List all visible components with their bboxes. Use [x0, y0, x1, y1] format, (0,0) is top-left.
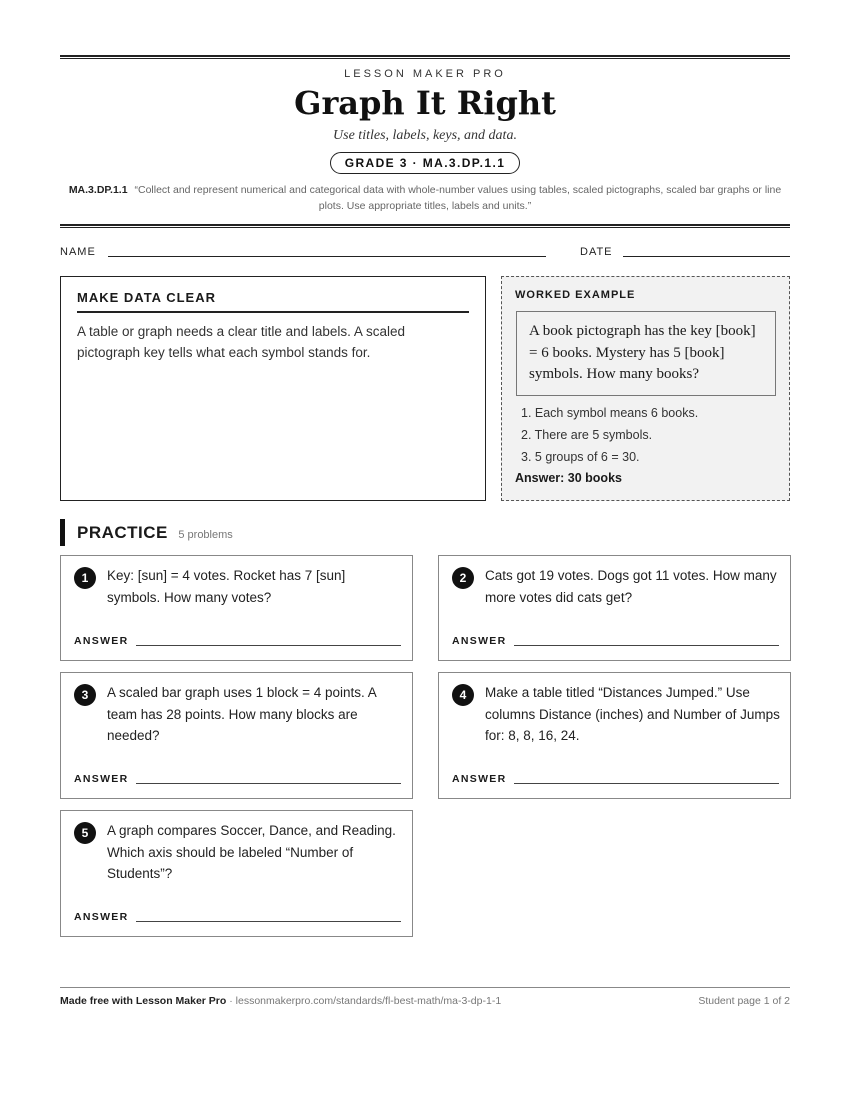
- answer-label: ANSWER: [74, 911, 129, 923]
- problem-text: Key: [sun] = 4 votes. Rocket has 7 [sun] symbols. How many votes?: [107, 568, 346, 605]
- name-label: NAME: [60, 246, 96, 258]
- name-field[interactable]: [108, 256, 546, 257]
- problem-number-badge: 4: [452, 684, 474, 706]
- worked-example-question: A book pictograph has the key [book] = 6 books. Mystery has 5 [book] symbols. How many books?: [516, 311, 776, 396]
- answer-label: ANSWER: [452, 635, 507, 647]
- worked-example-heading: WORKED EXAMPLE: [515, 289, 636, 301]
- practice-problem: [438, 555, 791, 661]
- worksheet-subtitle: Use titles, labels, keys, and data.: [333, 128, 517, 143]
- make-data-clear-box: [60, 276, 486, 501]
- grade-badge-wrap: [60, 152, 790, 174]
- header-bottom-rule: [60, 224, 790, 228]
- problem-number-badge: 3: [74, 684, 96, 706]
- footer: [60, 995, 790, 1007]
- practice-problem: [60, 810, 413, 937]
- problem-number-badge: 1: [74, 567, 96, 589]
- problem-text: Cats got 19 votes. Dogs got 11 votes. How many more votes did cats get?: [485, 568, 777, 605]
- standard-description: [60, 182, 790, 214]
- answer-label: ANSWER: [74, 773, 129, 785]
- standard-code: MA.3.DP.1.1: [68, 184, 128, 196]
- worked-example-box: [501, 276, 790, 501]
- footer-made-with: Made free with Lesson Maker Pro: [60, 995, 227, 1007]
- student-fields: [60, 246, 790, 260]
- answer-field[interactable]: [514, 783, 779, 784]
- date-field[interactable]: [623, 256, 790, 257]
- footer-page-number: Student page 1 of 2: [698, 995, 790, 1007]
- answer-field[interactable]: [136, 921, 401, 922]
- brand-name: LESSON MAKER PRO: [344, 68, 506, 80]
- make-data-clear-text: A table or graph needs a clear title and labels. A scaled pictograph key tells what each symbol stands for.: [77, 324, 405, 360]
- answer-label: ANSWER: [74, 635, 129, 647]
- date-label: DATE: [580, 246, 613, 258]
- problem-number-badge: 5: [74, 822, 96, 844]
- practice-problem: [60, 672, 413, 799]
- practice-heading: PRACTICE: [77, 523, 168, 542]
- answer-field[interactable]: [136, 645, 401, 646]
- practice-problem: [438, 672, 791, 799]
- answer-field[interactable]: [136, 783, 401, 784]
- worked-example-step: 2. There are 5 symbols.: [521, 428, 653, 442]
- practice-problem: [60, 555, 413, 661]
- worksheet-title: Graph It Right: [294, 84, 556, 122]
- practice-header: [60, 519, 233, 546]
- worked-example-answer: Answer: 30 books: [515, 471, 622, 485]
- practice-count: 5 problems: [178, 529, 233, 541]
- footer-rule: [60, 987, 790, 988]
- problem-text: A graph compares Soccer, Dance, and Reading. Which axis should be labeled “Number of Students”?: [107, 823, 396, 881]
- problem-number-badge: 2: [452, 567, 474, 589]
- grade-badge: GRADE 3 · MA.3.DP.1.1: [330, 152, 521, 174]
- worked-example-step: 3. 5 groups of 6 = 30.: [521, 450, 640, 464]
- make-data-clear-heading: MAKE DATA CLEAR: [77, 290, 469, 313]
- problem-text: A scaled bar graph uses 1 block = 4 points. A team has 28 points. How many blocks are needed?: [107, 685, 377, 743]
- worked-example-steps: [521, 402, 698, 468]
- answer-label: ANSWER: [452, 773, 507, 785]
- header-top-rule: [60, 55, 790, 59]
- problem-text: Make a table titled “Distances Jumped.” Use columns Distance (inches) and Number of Jumps for: 8, 8, 16, 24.: [485, 685, 780, 743]
- answer-field[interactable]: [514, 645, 779, 646]
- standard-text: “Collect and represent numerical and categorical data with whole-number values using tables, scaled pictographs, scaled bar graphs or line plots. Use appropriate titles, labels and units.”: [134, 184, 782, 212]
- worked-example-step: 1. Each symbol means 6 books.: [521, 406, 699, 420]
- footer-url[interactable]: · lessonmakerpro.com/standards/fl-best-math/ma-3-dp-1-1: [226, 995, 502, 1007]
